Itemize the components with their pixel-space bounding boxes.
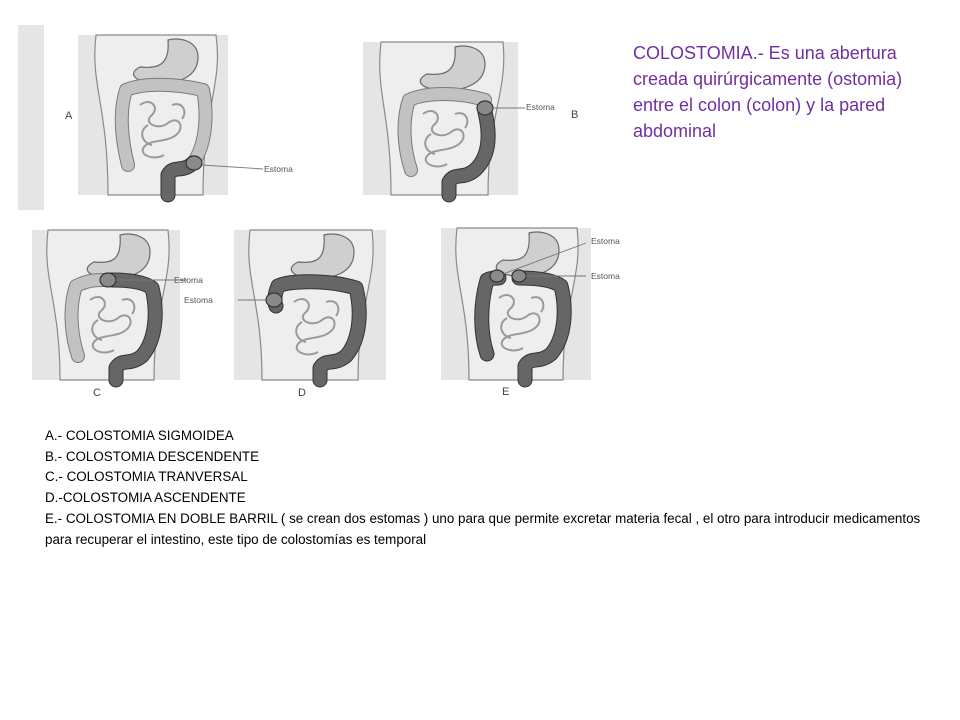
panel-b-letter: B (571, 109, 579, 121)
legend (45, 426, 925, 550)
legend-item-e: E.- COLOSTOMIA EN DOBLE BARRIL ( se crean dos estomas ) uno para que permite excretar materia fecal , el otro para introducir medicamentos para recuperar el intestino, este tipo de colostomías es temporal (45, 510, 921, 547)
panel-e-stoma-label-top: Estoma (591, 236, 620, 246)
legend-item-b: B.- COLOSTOMIA DESCENDENTE (45, 448, 260, 464)
colostomy-types-figure (18, 25, 620, 403)
panel-e-letter: E (502, 386, 510, 398)
panel-a-stoma-label: Estoma (264, 164, 293, 174)
panel-c-stoma-label: Estoma (174, 275, 203, 285)
panel-a-letter: A (65, 110, 73, 122)
panel-a (78, 35, 263, 195)
slide-title: COLOSTOMIA.- Es una abertura creada quirúrgicamente (ostomia) entre el colon (colon) y la pared abdominal (633, 43, 903, 141)
panel-d-stoma-label: Estoma (184, 295, 213, 305)
panel-e (441, 228, 591, 380)
panel-b (363, 42, 525, 195)
panel-c-letter: C (93, 387, 101, 399)
legend-item-c: C.- COLOSTOMIA TRANVERSAL (45, 469, 248, 485)
panel-d-letter: D (298, 387, 306, 399)
panel-d (234, 230, 386, 380)
legend-item-d: D.-COLOSTOMIA ASCENDENTE (45, 490, 246, 506)
legend-item-a: A.- COLOSTOMIA SIGMOIDEA (45, 428, 234, 443)
panel-c (32, 230, 187, 380)
panel-b-stoma-label: Estoma (526, 102, 555, 112)
panel-e-stoma-label-bottom: Estoma (591, 271, 620, 281)
